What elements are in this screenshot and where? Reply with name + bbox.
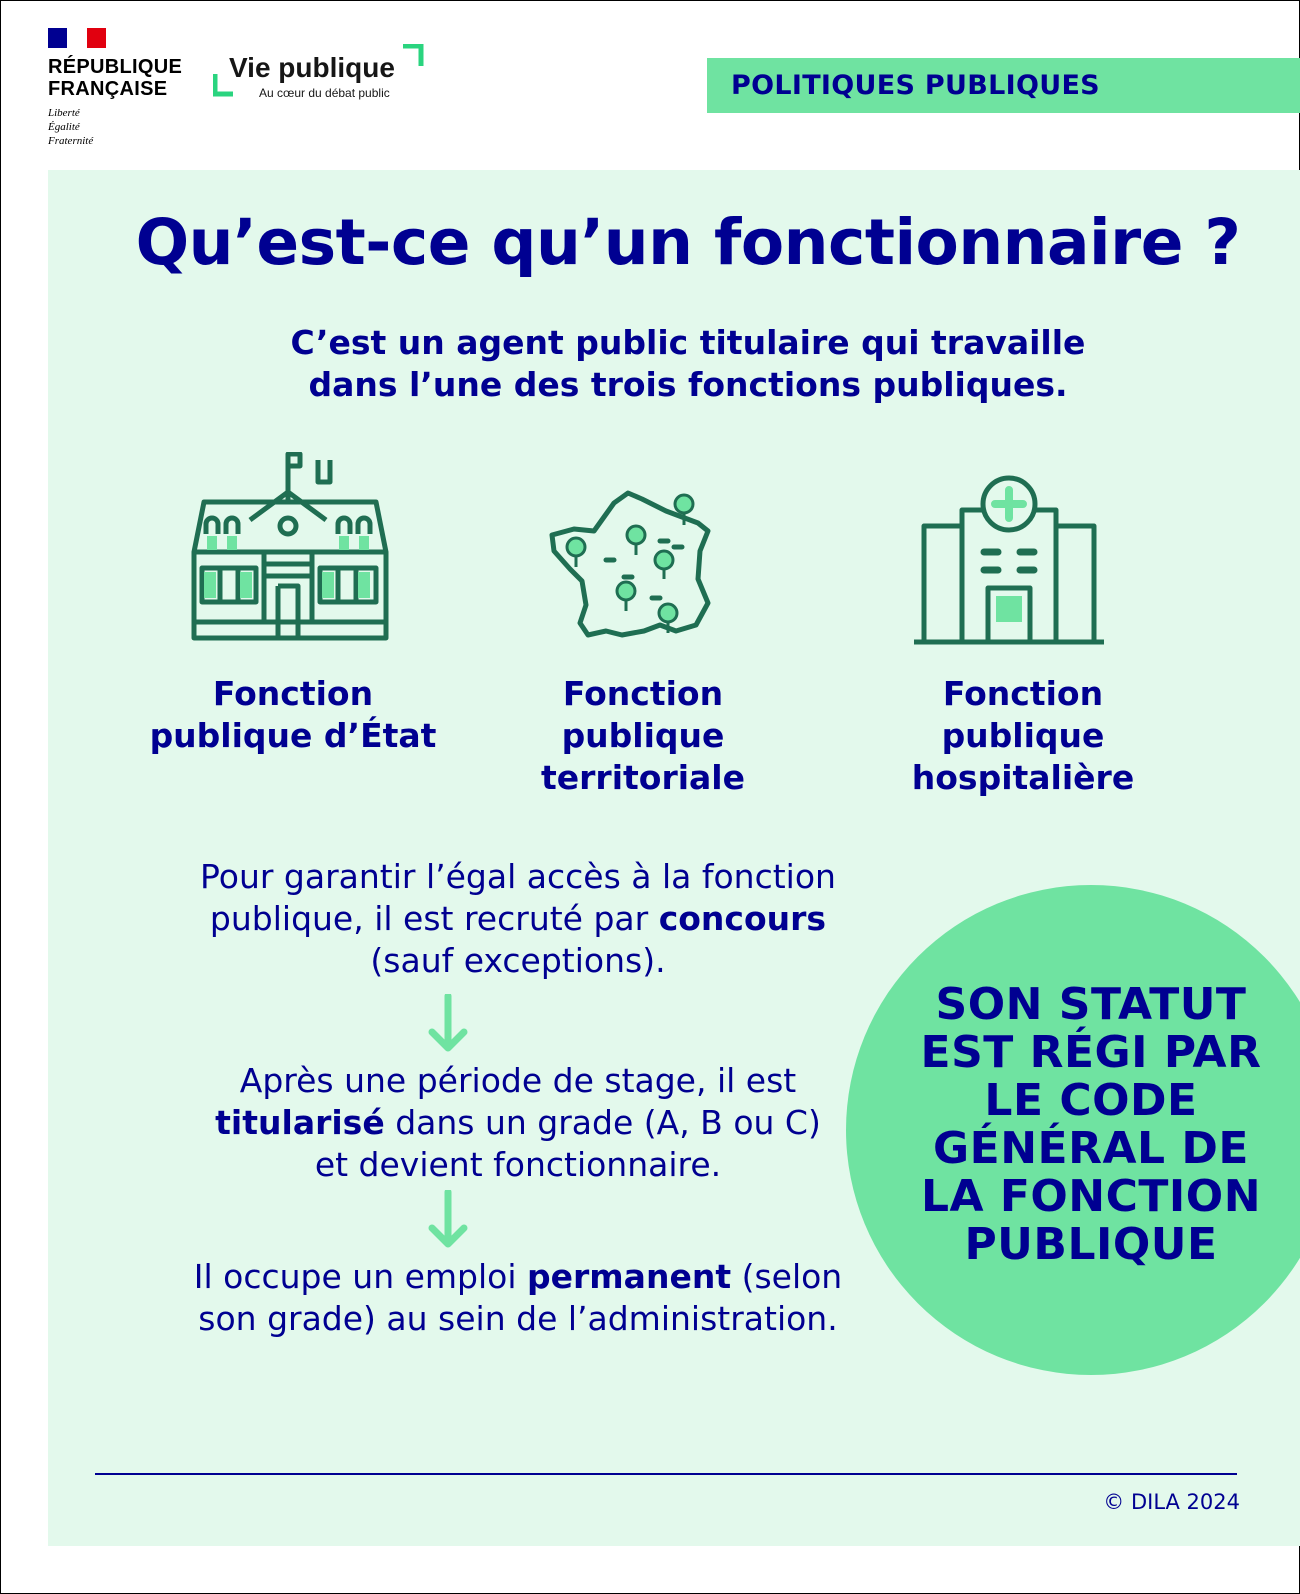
step2-line-3: et devient fonctionnaire.: [314, 1145, 722, 1184]
statut-line-1: SON STATUT: [935, 979, 1247, 1030]
footer-divider: [95, 1473, 1237, 1475]
step2-line-2: titularisé dans un grade (A, B ou C): [215, 1103, 821, 1142]
label-fp-hospitaliere: [863, 673, 1183, 799]
category-label: POLITIQUES PUBLIQUES: [731, 70, 1100, 101]
rf-line-2: FRANÇAISE: [48, 78, 168, 100]
arrow-down-icon: [428, 994, 468, 1054]
label-fp-etat: [133, 673, 453, 757]
statut-text: [846, 981, 1300, 1269]
keyword-titularise: titularisé: [215, 1103, 385, 1142]
state-building-icon: [190, 452, 390, 642]
step3-line-1: Il occupe un emploi permanent (selon: [193, 1257, 843, 1296]
page-subtitle: [48, 322, 1300, 406]
hospital-icon: [910, 470, 1110, 650]
fp-etat-line-2: publique d’État: [149, 716, 437, 755]
fp-territoriale-line-1: Fonction: [562, 674, 724, 713]
keyword-permanent: permanent: [527, 1257, 732, 1296]
copyright: © DILA 2024: [1103, 1490, 1240, 1514]
statut-line-2: EST RÉGI PAR: [920, 1027, 1262, 1078]
step1-line-2: publique, il est recruté par concours: [209, 899, 827, 938]
keyword-concours: concours: [658, 899, 827, 938]
step-permanent-job: [138, 1256, 898, 1340]
subtitle-line-2: dans l’une des trois fonctions publiques.: [308, 365, 1068, 404]
statut-line-5: LA FONCTION: [920, 1171, 1262, 1222]
step2-line-1: Après une période de stage, il est: [239, 1061, 797, 1100]
step-recruitment: [138, 856, 898, 982]
fp-hospitaliere-line-2: publique: [941, 716, 1105, 755]
motto-egalite: Égalité: [48, 121, 80, 133]
step3-line-2: son grade) au sein de l’administration.: [198, 1299, 838, 1338]
subtitle-line-1: C’est un agent public titulaire qui travaille: [290, 323, 1086, 362]
motto-fraternite: Fraternité: [48, 135, 94, 147]
statut-circle: [846, 885, 1300, 1375]
fp-territoriale-line-2: publique: [561, 716, 725, 755]
fp-hospitaliere-line-3: hospitalière: [911, 758, 1135, 797]
vie-publique-tagline: Au cœur du débat public: [259, 86, 390, 100]
step1-line-3: (sauf exceptions).: [370, 941, 666, 980]
statut-line-3: LE CODE: [984, 1075, 1198, 1126]
republique-francaise-logo: [48, 56, 182, 100]
republic-motto: [48, 106, 93, 148]
fp-hospitaliere-line-1: Fonction: [942, 674, 1104, 713]
statut-line-4: GÉNÉRAL DE: [933, 1123, 1249, 1174]
step-titularisation: [138, 1060, 898, 1186]
content-panel: [48, 170, 1300, 1546]
statut-line-6: PUBLIQUE: [964, 1219, 1218, 1270]
french-flag-icon: [48, 28, 106, 48]
page-title: Qu’est-ce qu’un fonctionnaire ?: [135, 206, 1241, 279]
fp-etat-line-1: Fonction: [212, 674, 374, 713]
fp-territoriale-line-3: territoriale: [540, 758, 745, 797]
arrow-down-icon: [428, 1190, 468, 1250]
vie-publique-logo[interactable]: Vie publique: [229, 52, 395, 83]
france-map-icon: [548, 485, 718, 645]
motto-liberte: Liberté: [48, 107, 80, 119]
step1-line-1: Pour garantir l’égal accès à la fonction: [200, 857, 836, 896]
label-fp-territoriale: [493, 673, 793, 799]
rf-line-1: RÉPUBLIQUE: [48, 56, 183, 78]
category-banner: [707, 58, 1300, 113]
